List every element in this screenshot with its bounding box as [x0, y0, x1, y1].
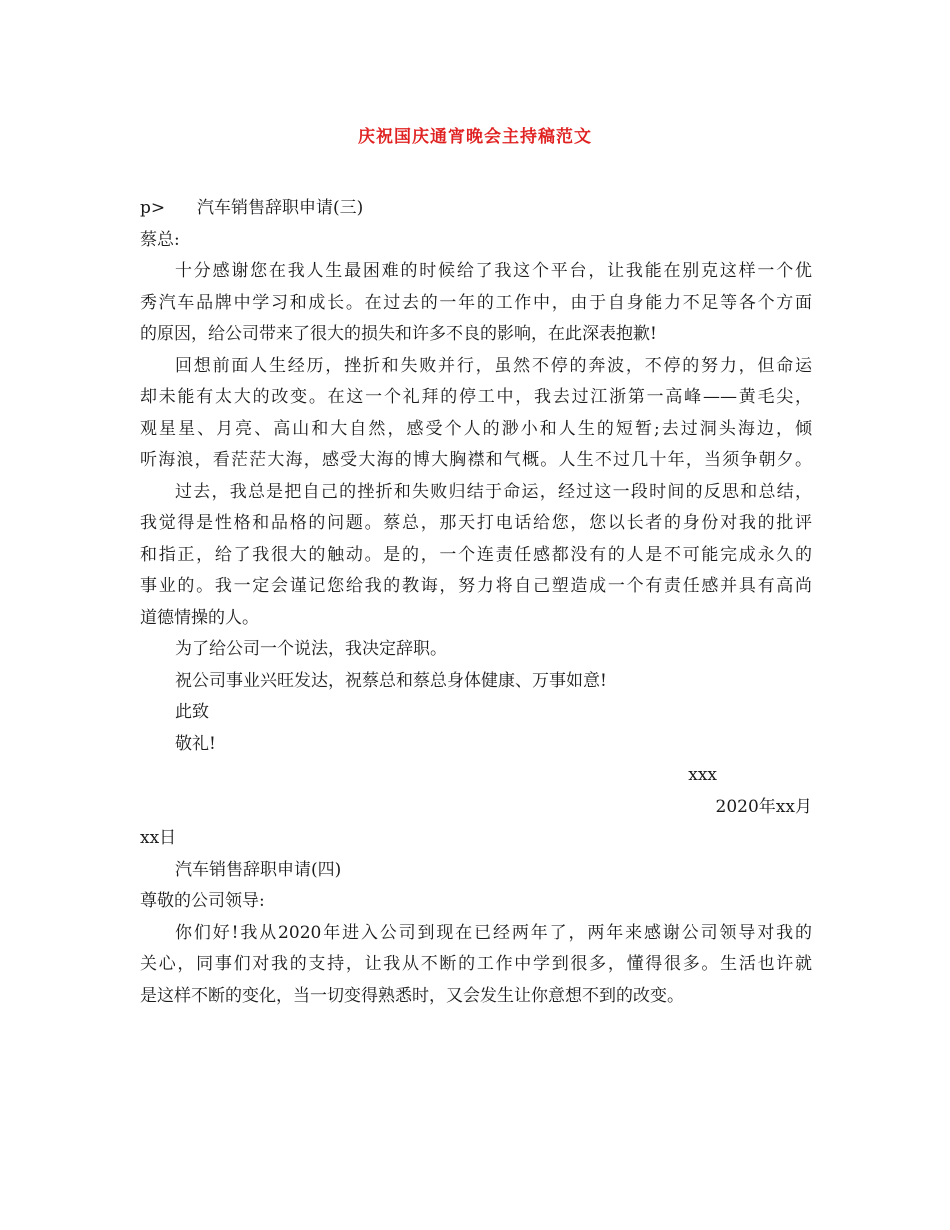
paragraph-line: 观星星、月亮、高山和大自然，感受个人的渺小和人生的短暂;去过洞头海边，倾: [140, 418, 812, 439]
section-3-heading: [140, 193, 812, 225]
section-4-heading: 汽车销售辞职申请(四): [175, 859, 342, 880]
document-body: [140, 193, 812, 1012]
signature: xxx: [688, 765, 717, 785]
decision-line: 为了给公司一个说法，我决定辞职。: [175, 639, 447, 659]
paragraph-line: 道德情操的人。: [140, 607, 259, 628]
closing-line-1: 此致: [175, 702, 209, 722]
paragraph-line: 听海浪，看茫茫大海，感受大海的博大胸襟和气概。人生不过几十年，当须争朝夕。: [140, 450, 812, 470]
section-3-heading-text: 汽车销售辞职申请(三): [197, 198, 364, 218]
document-title: 庆祝国庆通宵晚会主持稿范文: [358, 127, 592, 147]
paragraph-line: 我觉得是性格和品格的问题。蔡总，那天打电话给您，您以长者的身份对我的批评: [140, 513, 812, 533]
paragraph-line: 是这样不断的变化，当一切变得熟悉时，又会发生让你意想不到的改变。: [140, 985, 684, 1006]
paragraph-line: 秀汽车品牌中学习和成长。在过去的一年的工作中，由于自身能力不足等各个方面: [140, 292, 812, 313]
paragraph-line: 事业的。我一定会谨记您给我的教诲，努力将自己塑造成一个有责任感并具有高尚: [140, 576, 812, 596]
paragraph-line: 过去，我总是把自己的挫折和失败归结于命运，经过这一段时间的反思和总结，: [175, 481, 812, 502]
section-4-salutation: 尊敬的公司领导:: [140, 891, 265, 911]
wishes-line: 祝公司事业兴旺发达，祝蔡总和蔡总身体健康、万事如意!: [175, 670, 607, 691]
paragraph-line: 回想前面人生经历，挫折和失败并行，虽然不停的奔波，不停的努力，但命运: [175, 355, 812, 376]
paragraph-line: 十分感谢您在我人生最困难的时候给了我这个平台，让我能在别克这样一个优: [175, 261, 812, 281]
paragraph-line: 你们好!我从2020年进入公司到现在已经两年了，两年来感谢公司领导对我的: [175, 922, 812, 943]
section-3-salutation: 蔡总:: [140, 229, 180, 250]
section-3-prefix: p>: [140, 198, 166, 218]
date-line-2: xx日: [140, 828, 177, 848]
date-line-1: 2020年xx月: [715, 796, 812, 817]
paragraph-line: 的原因，给公司带来了很大的损失和许多不良的影响，在此深表抱歉!: [140, 324, 657, 344]
closing-line-2: 敬礼!: [175, 733, 216, 754]
paragraph-line: 和指正，给了我很大的触动。是的，一个连责任感都没有的人是不可能完成永久的: [140, 544, 812, 565]
paragraph-line: 却未能有太大的改变。在这一个礼拜的停工中，我去过江浙第一高峰——黄毛尖，: [140, 387, 812, 407]
paragraph-line: 关心，同事们对我的支持，让我从不断的工作中学到很多，懂得很多。生活也许就: [140, 954, 812, 974]
